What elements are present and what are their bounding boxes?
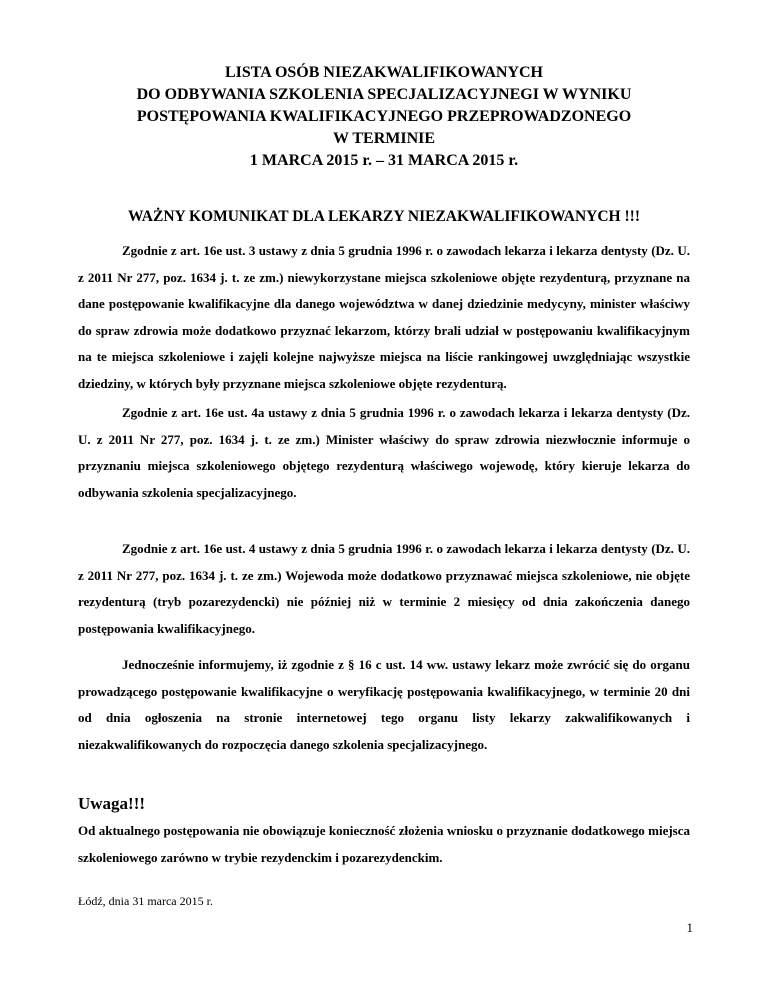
warning-heading: Uwaga!!! [78,794,146,813]
title-line: 1 MARCA 2015 r. – 31 MARCA 2015 r. [249,152,519,169]
paragraph-art-16e-ust-4a: Zgodnie z art. 16e ust. 4a ustawy z dnia 5 grudnia 1996 r. o zawodach lekarza i lekarza dentysty (Dz. U. z 2011 Nr 277, poz. 1634 j. t. ze zm.) Minister właściwy do spraw zdrowia niezwłocznie informuje o przyznaniu miejsca szkoleniowego objętego rezydenturą właściwego wojewodę, który kieruje lekarza do odbywania szkolenia specjalizacyjnego. [78,405,690,500]
place-date: Łódź, dnia 31 marca 2015 r. [78,894,213,908]
title-line: LISTA OSÓB NIEZAKWALIFIKOWANYCH [225,64,543,81]
title-line: POSTĘPOWANIA KWALIFIKACYJNEGO PRZEPROWADZONEGO [136,108,632,125]
notice-heading: WAŻNY KOMUNIKAT DLA LEKARZY NIEZAKWALIFIKOWANYCH !!! [128,208,640,225]
title-line: W TERMINIE [332,130,436,147]
document-title [60,62,708,172]
title-line: DO ODBYWANIA SZKOLENIA SPECJALIZACYJNEGI W WYNIKU [136,86,632,103]
paragraph-art-16e-ust-4: Zgodnie z art. 16e ust. 4 ustawy z dnia 5 grudnia 1996 r. o zawodach lekarza i lekarza dentysty (Dz. U. z 2011 Nr 277, poz. 1634 j. t. ze zm.) Wojewoda może dodatkowo przyznawać miejsca szkoleniowe, nie objęte rezydenturą (tryb pozarezydencki) nie później niż w terminie 2 miesięcy od dnia zakończenia danego postępowania kwalifikacyjnego. [78,541,690,636]
paragraph-verification-info: Jednocześnie informujemy, iż zgodnie z § 16 c ust. 14 ww. ustawy lekarz może zwrócić się do organu prowadzącego postępowanie kwalifikacyjne o weryfikację postępowania kwalifikacyjnego, w terminie 20 dni od dnia ogłoszenia na stronie internetowej tego organu listy lekarzy zakwalifikowanych i niezakwalifikowanych do rozpoczęcia danego szkolenia specjalizacyjnego. [78,657,690,752]
warning-text: Od aktualnego postępowania nie obowiązuje konieczność złożenia wniosku o przyznanie dodatkowego miejsca szkoleniowego zarówno w trybie rezydenckim i pozarezydenckim. [78,823,690,865]
paragraph-art-16e-ust-3: Zgodnie z art. 16e ust. 3 ustawy z dnia 5 grudnia 1996 r. o zawodach lekarza i lekarza dentysty (Dz. U. z 2011 Nr 277, poz. 1634 j. t. ze zm.) niewykorzystane miejsca szkoleniowe objęte rezydenturą, przyznane na dane postępowanie kwalifikacyjne dla danego województwa w danej dziedzinie medycyny, minister właściwy do spraw zdrowia może dodatkowo przyznać lekarzom, którzy brali udział w postępowaniu kwalifikacyjnym na te miejsca szkoleniowe i zajęli kolejne najwyższe miejsca na liście rankingowej uwzględniając wszystkie dziedziny, w których były przyznane miejsca szkoleniowe objęte rezydenturą. [78,243,690,391]
page-number: 1 [686,920,693,935]
